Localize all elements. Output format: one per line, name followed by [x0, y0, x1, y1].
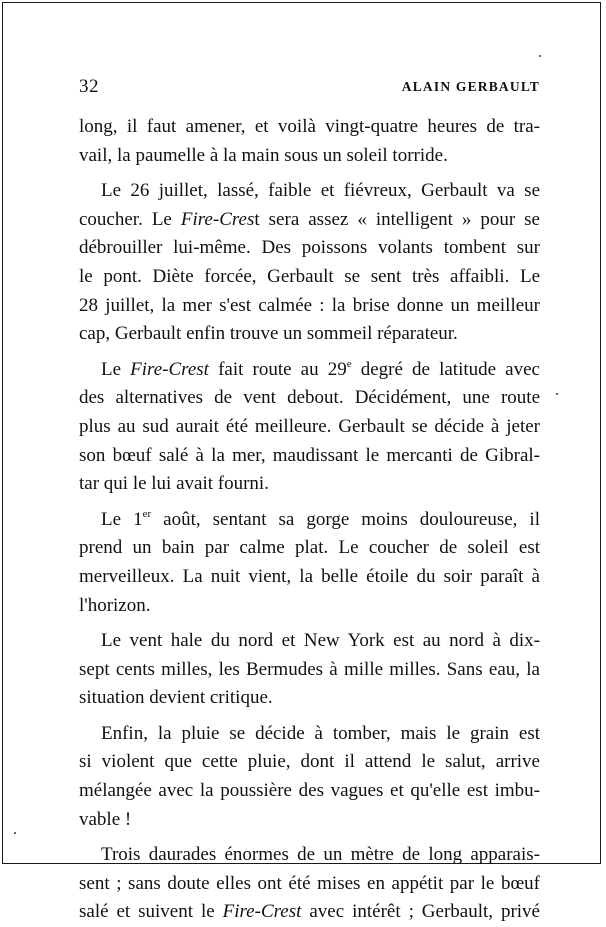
text-line: [79, 113, 540, 142]
text-line: [79, 563, 540, 592]
text-segment: prend un bain par calme plat. Le coucher de soleil est: [79, 537, 540, 559]
text-line: [79, 356, 540, 385]
text-line: [79, 470, 540, 499]
text-line: [79, 292, 540, 321]
text-segment: sept cents milles, les Bermudes à mille milles. Sans eau, la: [79, 658, 540, 680]
text-line: [79, 627, 540, 656]
text-segment: si violent que cette pluie, dont il attend le salut, arrive: [79, 751, 540, 773]
body-text: [79, 113, 540, 927]
text-line: [79, 684, 540, 713]
text-segment: Le: [101, 358, 131, 380]
text-line: [79, 384, 540, 413]
text-segment: avec intérêt ; Gerbault, privé: [301, 901, 540, 923]
text-segment: 28 juillet, la mer s'est calmée : la brise donne un meilleur: [79, 294, 540, 316]
text-line: [79, 777, 540, 806]
running-head: ALAIN GERBAULT: [401, 79, 540, 94]
text-segment: l'horizon.: [79, 594, 151, 616]
text-segment: plus au sud aurait été meilleure. Gerbault se décide à jeter: [79, 415, 540, 437]
text-segment: Le vent hale du nord et New York est au nord à dix-: [101, 630, 540, 652]
text-line: [79, 442, 540, 471]
text-segment: tar qui le lui avait fourni.: [79, 473, 269, 495]
text-line: [79, 806, 540, 835]
text-segment: sent ; sans doute elles ont été mises en appétit par le bœuf: [79, 872, 540, 894]
text-line: [79, 534, 540, 563]
text-segment: des alternatives de vent debout. Décidément, une route: [79, 387, 540, 409]
italic-text: Fire-Cres: [180, 208, 255, 230]
text-segment: le pont. Diète forcée, Gerbault se sent très affaibli. Le: [79, 265, 540, 287]
superscript: er: [142, 507, 152, 520]
text-segment: situation devient critique.: [79, 687, 273, 709]
superscript: e: [346, 357, 352, 370]
text-line: [79, 320, 540, 349]
text-line: [79, 870, 540, 899]
text-line: [79, 142, 540, 171]
text-line: [79, 206, 540, 235]
text-segment: débrouiller lui-même. Des poissons volants tombent sur: [79, 237, 540, 259]
text-line: [79, 898, 540, 927]
italic-text: Fire-Crest: [222, 901, 302, 923]
text-segment: vail, la paumelle à la main sous un soleil torride.: [79, 144, 448, 166]
text-segment: Le 1: [101, 508, 143, 530]
text-segment: août, sentant sa gorge moins douloureuse, il: [151, 508, 540, 530]
text-segment: coucher. Le: [79, 208, 181, 230]
text-line: [79, 748, 540, 777]
scan-speck: [539, 55, 541, 57]
text-segment: fait route au 29: [208, 358, 347, 380]
text-segment: son bœuf salé à la mer, maudissant le mercanti de Gibral-: [79, 444, 540, 466]
page-number: 32: [79, 76, 99, 97]
text-segment: vable !: [79, 808, 132, 830]
scan-speck: [14, 832, 16, 834]
text-segment: Enfin, la pluie se décide à tomber, mais le grain est: [101, 722, 540, 744]
text-line: [79, 413, 540, 442]
text-line: [79, 656, 540, 685]
text-segment: t sera assez « intelligent » pour se: [254, 208, 540, 230]
text-segment: merveilleux. La nuit vient, la belle étoile du soir paraît à: [79, 565, 540, 587]
scan-speck: [556, 393, 558, 395]
text-line: [79, 506, 540, 535]
text-segment: long, il faut amener, et voilà vingt-quatre heures de tra-: [79, 116, 540, 137]
text-segment: Le 26 juillet, lassé, faible et fiévreux, Gerbault va se: [101, 180, 540, 202]
text-segment: Trois daurades énormes de un mètre de long apparais-: [101, 844, 540, 866]
italic-text: Fire-Crest: [130, 358, 209, 380]
text-line: [79, 177, 540, 206]
text-line: [79, 592, 540, 621]
text-segment: salé et suivent le: [79, 901, 223, 923]
text-line: [79, 720, 540, 749]
text-line: [79, 841, 540, 870]
text-line: [79, 234, 540, 263]
text-line: [79, 263, 540, 292]
text-segment: cap, Gerbault enfin trouve un sommeil réparateur.: [79, 323, 458, 345]
text-segment: degré de latitude avec: [351, 358, 540, 380]
page-header: [79, 76, 540, 100]
text-segment: mélangée avec la poussière des vagues et qu'elle est imbu-: [79, 780, 540, 802]
